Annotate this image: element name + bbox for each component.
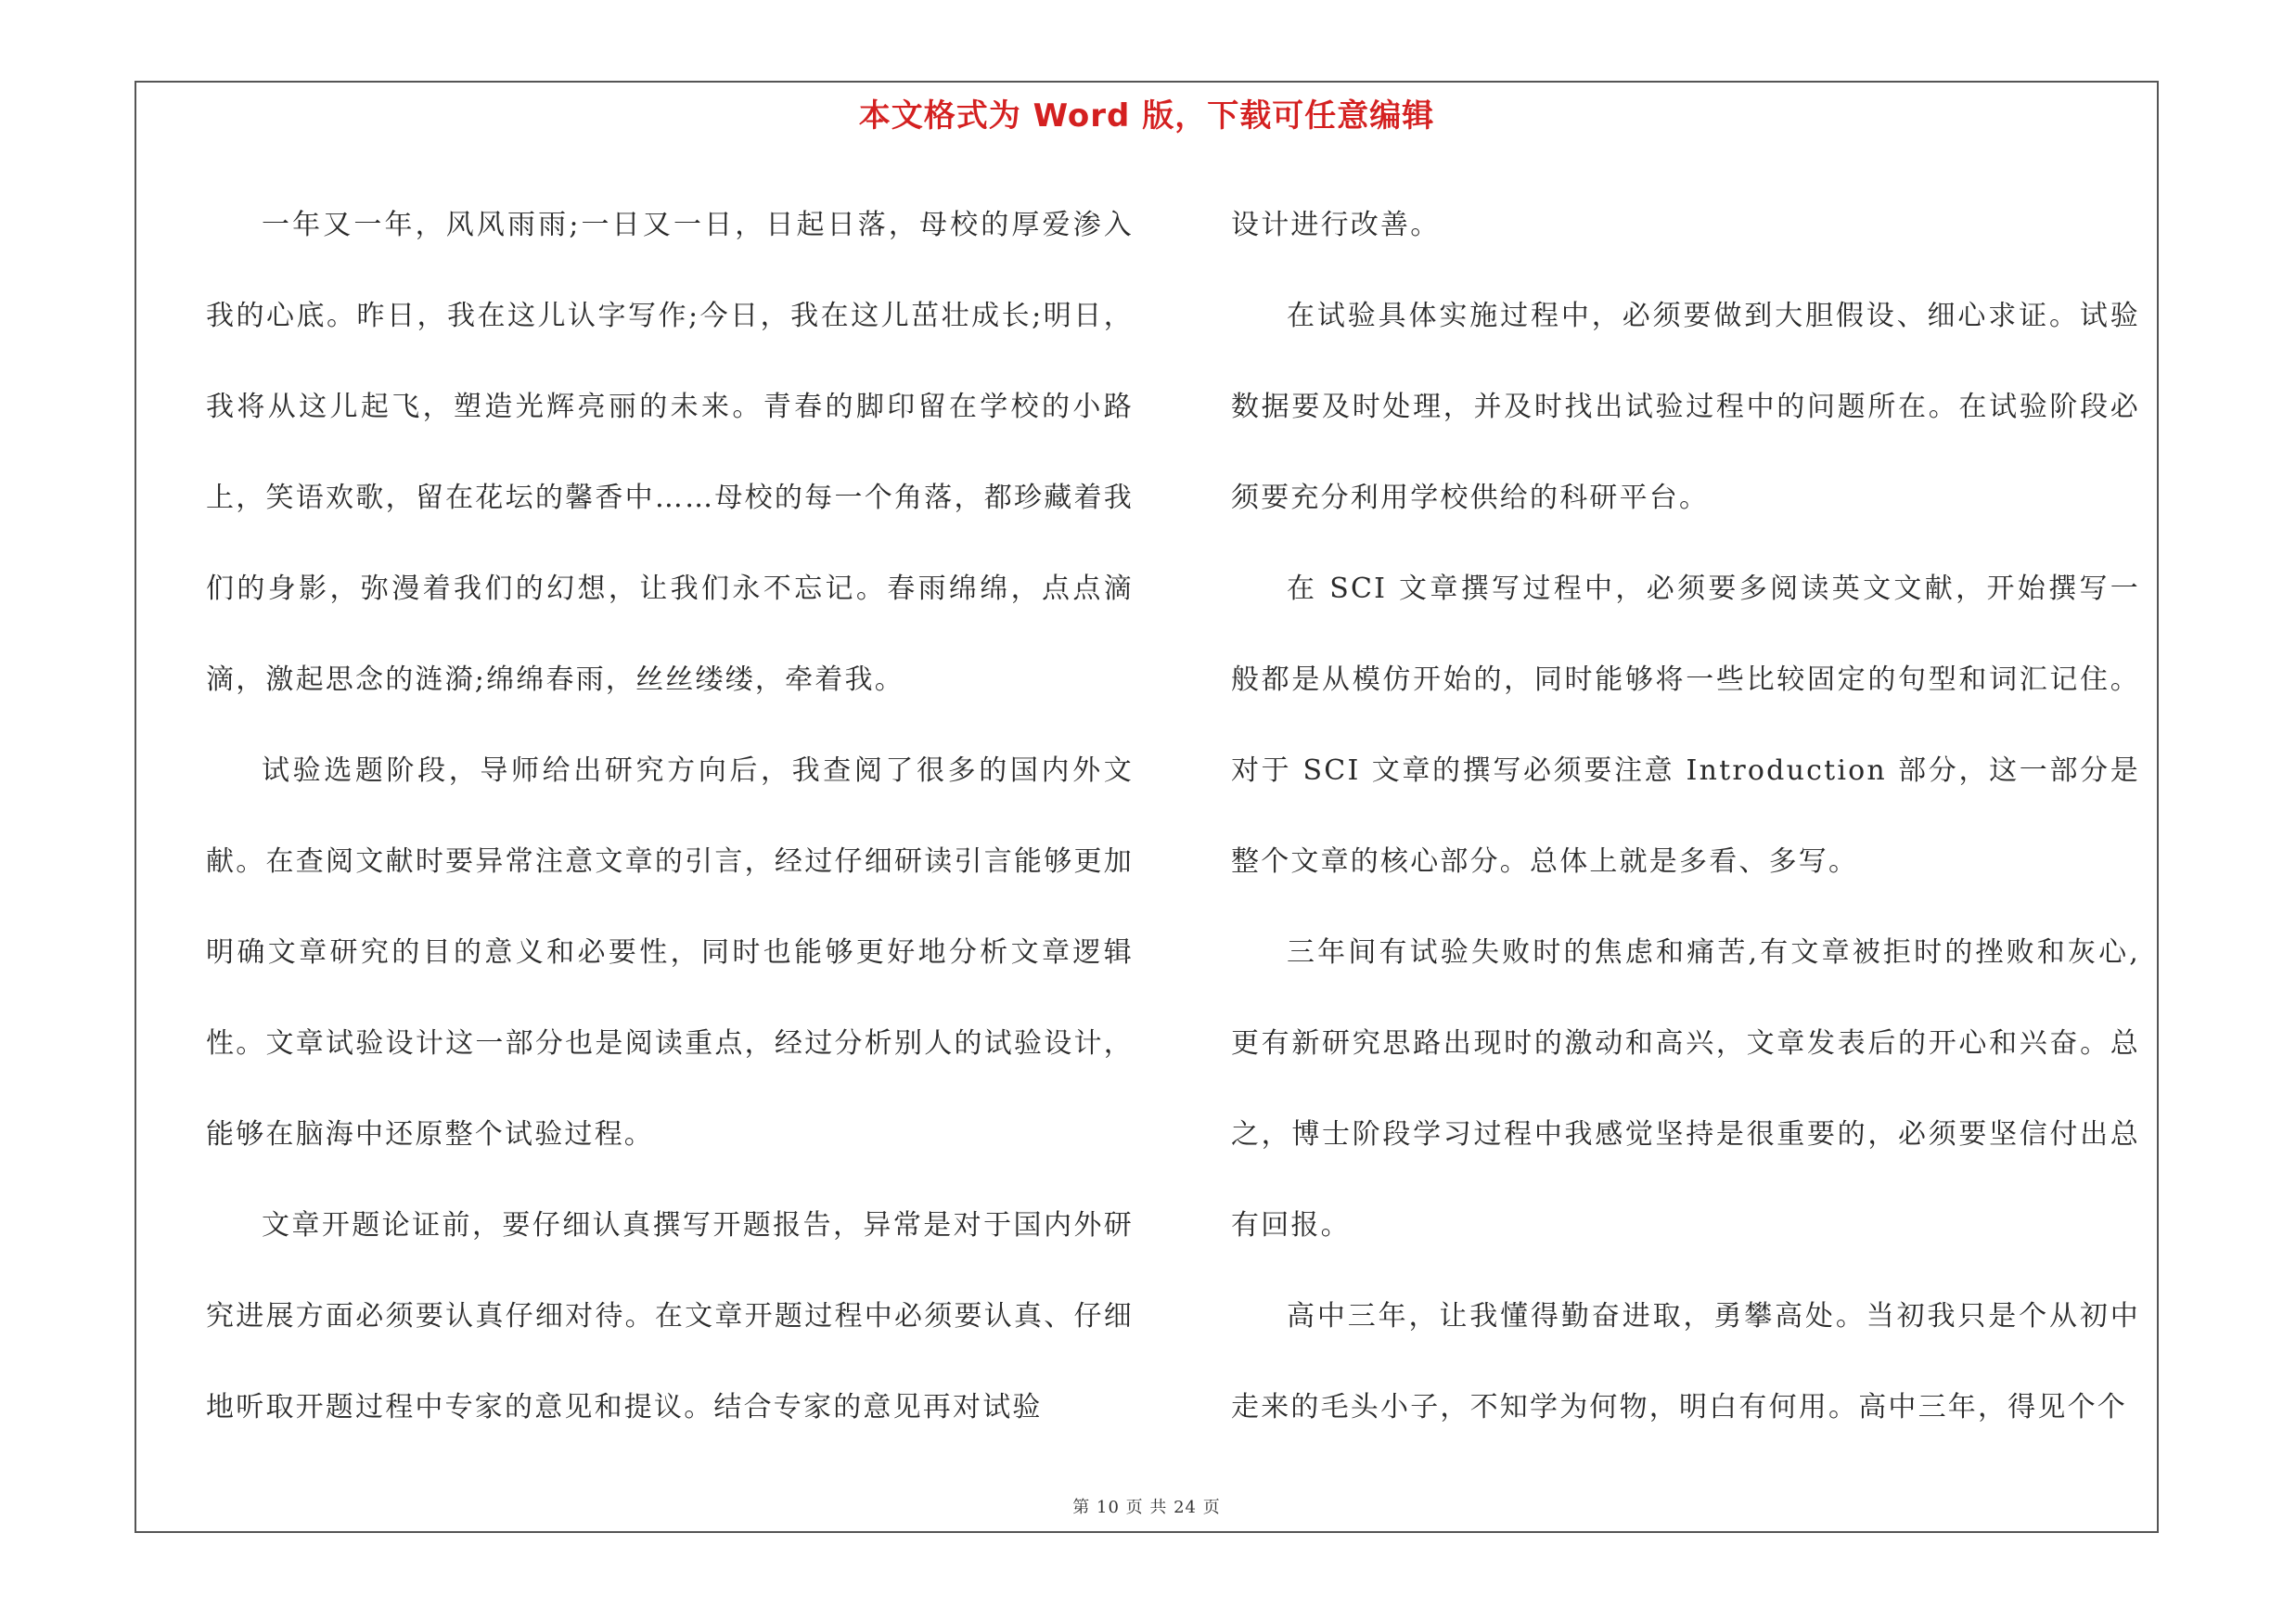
paragraph-continuation: 设计进行改善。 [1231,209,1441,241]
page-number: 第 10 页 共 24 页 [1072,1498,1221,1517]
page-frame [135,81,2159,1533]
word-format-banner: 本文格式为 Word 版，下载可任意编辑 [858,97,1435,135]
left-column [206,180,1134,1453]
paragraph: 三年间有试验失败时的焦虑和痛苦,有文章被拒时的挫败和灰心,更有新研究思路出现时的激动和高兴，文章发表后的开心和兴奋。总之，博士阶段学习过程中我感觉坚持是很重要的，必须要坚信付出总有回报。 [1231,936,2140,1242]
paragraph: 在 SCI 文章撰写过程中，必须要多阅读英文文献，开始撰写一般都是从模仿开始的，同时能够将一些比较固定的句型和词汇记住。对于 SCI 文章的撰写必须要注意 Introduction 部分，这一部分是整个文章的核心部分。总体上就是多看、多写。 [1231,573,2140,878]
right-column [1231,180,2140,1453]
paragraph: 试验选题阶段，导师给出研究方向后，我查阅了很多的国内外文献。在查阅文献时要异常注意文章的引言，经过仔细研读引言能够更加明确文章研究的目的意义和必要性，同时也能够更好地分析文章逻辑性。文章试验设计这一部分也是阅读重点，经过分析别人的试验设计，能够在脑海中还原整个试验过程。 [206,754,1134,1151]
paragraph: 高中三年，让我懂得勤奋进取，勇攀高处。当初我只是个从初中走来的毛头小子，不知学为何物，明白有何用。高中三年，得见个个 [1231,1300,2140,1423]
paragraph: 一年又一年，风风雨雨;一日又一日，日起日落，母校的厚爱渗入我的心底。昨日，我在这儿认字写作;今日，我在这儿茁壮成长;明日，我将从这儿起飞，塑造光辉亮丽的未来。青春的脚印留在学校的小路上，笑语欢歌，留在花坛的馨香中……母校的每一个角落，都珍藏着我们的身影，弥漫着我们的幻想，让我们永不忘记。春雨绵绵，点点滴滴，激起思念的涟漪;绵绵春雨，丝丝缕缕，牵着我。 [206,209,1134,696]
paragraph: 在试验具体实施过程中，必须要做到大胆假设、细心求证。试验数据要及时处理，并及时找出试验过程中的问题所在。在试验阶段必须要充分利用学校供给的科研平台。 [1231,300,2140,514]
paragraph: 文章开题论证前，要仔细认真撰写开题报告，异常是对于国内外研究进展方面必须要认真仔细对待。在文章开题过程中必须要认真、仔细地听取开题过程中专家的意见和提议。结合专家的意见再对试验 [206,1209,1134,1423]
